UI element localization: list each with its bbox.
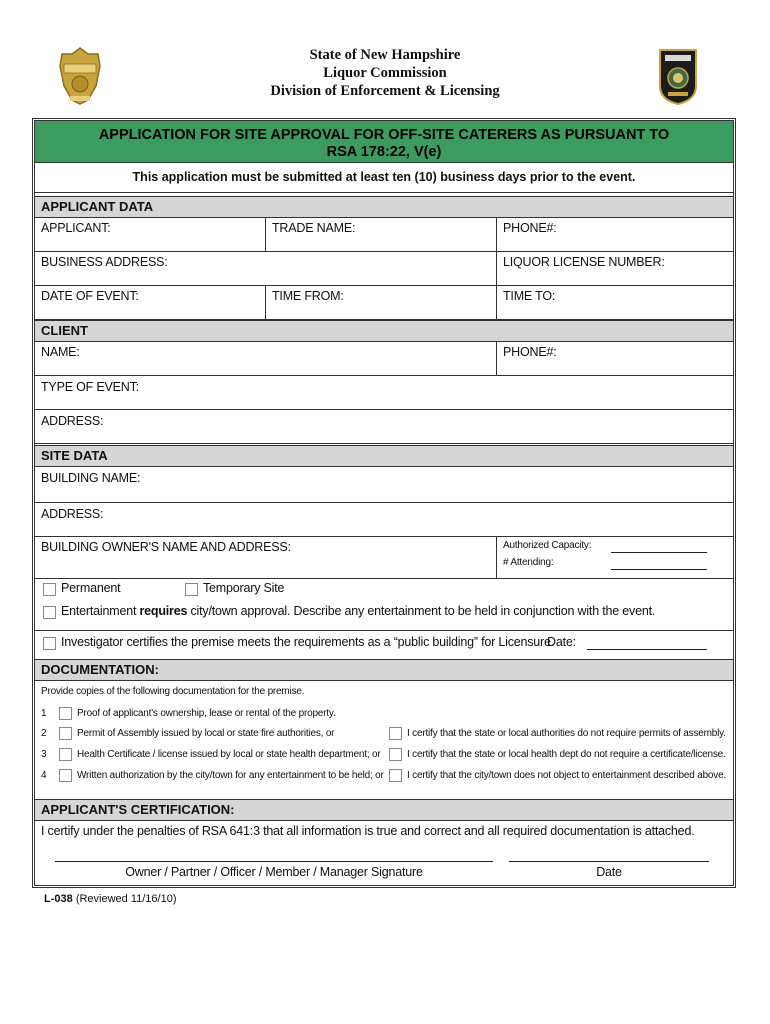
doc-left-text: Permit of Assembly issued by local or state fire authorities, or bbox=[77, 728, 335, 739]
section-applicant-data: APPLICANT DATA bbox=[35, 196, 733, 218]
applicant-phone-field[interactable]: PHONE#: bbox=[503, 221, 557, 235]
investigator-row bbox=[35, 631, 733, 659]
time-from-field[interactable]: TIME FROM: bbox=[272, 289, 344, 303]
doc-alt-checkbox[interactable] bbox=[389, 727, 402, 740]
client-row-1 bbox=[35, 342, 733, 376]
attending-label: # Attending: bbox=[503, 557, 554, 568]
doc-checkbox[interactable] bbox=[59, 769, 72, 782]
section-documentation: DOCUMENTATION: bbox=[35, 659, 733, 681]
trade-name-field[interactable]: TRADE NAME: bbox=[272, 221, 356, 235]
list-item bbox=[41, 747, 731, 767]
authorized-capacity-label: Authorized Capacity: bbox=[503, 540, 592, 551]
doc-alt-checkbox[interactable] bbox=[389, 748, 402, 761]
investigator-date-label: Date: bbox=[547, 635, 576, 649]
application-form bbox=[32, 118, 736, 888]
doc-alt-checkbox[interactable] bbox=[389, 769, 402, 782]
doc-left-text: Written authorization by the city/town for any entertainment to be held; or bbox=[77, 770, 384, 781]
doc-number: 2 bbox=[41, 728, 47, 739]
doc-right-text: I certify that the city/town does not object to entertainment described above. bbox=[407, 770, 727, 781]
building-name-field[interactable]: BUILDING NAME: bbox=[35, 467, 733, 503]
entertainment-row bbox=[35, 601, 733, 631]
applicant-row-2 bbox=[35, 252, 733, 286]
section-client: CLIENT bbox=[35, 320, 733, 342]
entertainment-label: Entertainment requires city/town approval. Describe any entertainment to be held in conjunction with the event. bbox=[61, 604, 656, 618]
header-division: Division of Enforcement & Licensing bbox=[270, 83, 500, 99]
client-name-field[interactable]: NAME: bbox=[41, 345, 80, 359]
site-owner-row bbox=[35, 537, 733, 579]
doc-number: 1 bbox=[41, 708, 47, 719]
documentation-list bbox=[41, 706, 731, 796]
list-item bbox=[41, 726, 731, 746]
agency-header bbox=[0, 46, 770, 100]
applicant-row-1 bbox=[35, 218, 733, 252]
doc-left-text: Health Certificate / license issued by local or state health department; or bbox=[77, 749, 381, 760]
doc-number: 4 bbox=[41, 770, 47, 781]
submission-notice: This application must be submitted at least ten (10) business days prior to the event. bbox=[35, 163, 733, 193]
applicant-field[interactable]: APPLICANT: bbox=[41, 221, 111, 235]
signature-label: Owner / Partner / Officer / Member / Manager Signature bbox=[125, 865, 423, 879]
site-address-field[interactable]: ADDRESS: bbox=[35, 503, 733, 537]
list-item bbox=[41, 706, 731, 726]
list-item bbox=[41, 768, 731, 788]
client-address-field[interactable]: ADDRESS: bbox=[35, 410, 733, 444]
site-type-row bbox=[35, 579, 733, 601]
form-reviewed: (Reviewed 11/16/10) bbox=[75, 893, 177, 905]
doc-right-text: I certify that the state or local health dept do not require a certificate/license. bbox=[407, 749, 726, 760]
signature-date-line[interactable] bbox=[509, 861, 709, 862]
temporary-checkbox[interactable] bbox=[185, 583, 198, 596]
signature-date-label: Date bbox=[596, 865, 622, 879]
type-of-event-field[interactable]: TYPE OF EVENT: bbox=[35, 376, 733, 410]
form-id: L-038 bbox=[44, 893, 73, 905]
investigator-date-line[interactable] bbox=[587, 649, 707, 650]
form-title-line2: RSA 178:22, V(e) bbox=[326, 144, 442, 160]
applicant-row-3 bbox=[35, 286, 733, 320]
form-footer bbox=[44, 893, 177, 905]
investigator-checkbox[interactable] bbox=[43, 637, 56, 650]
doc-number: 3 bbox=[41, 749, 47, 760]
header-state: State of New Hampshire bbox=[309, 47, 461, 63]
certification-text: I certify under the penalties of RSA 641:3 that all information is true and correct and all required documentation is attached. bbox=[41, 824, 695, 838]
doc-right-text: I certify that the state or local authorities do not require permits of assembly. bbox=[407, 728, 726, 739]
doc-checkbox[interactable] bbox=[59, 748, 72, 761]
building-owner-field[interactable]: BUILDING OWNER'S NAME AND ADDRESS: bbox=[41, 540, 291, 554]
form-title-line1: APPLICATION FOR SITE APPROVAL FOR OFF-SITE CATERERS AS PURSUANT TO bbox=[98, 127, 670, 143]
investigator-label: Investigator certifies the premise meets the requirements as a “public building” for Licensure. bbox=[61, 635, 555, 649]
business-address-field[interactable]: BUSINESS ADDRESS: bbox=[41, 255, 168, 269]
header-commission: Liquor Commission bbox=[323, 65, 447, 81]
permanent-checkbox[interactable] bbox=[43, 583, 56, 596]
liquor-license-field[interactable]: LIQUOR LICENSE NUMBER: bbox=[503, 255, 665, 269]
signature-line[interactable] bbox=[55, 861, 493, 862]
doc-left-text: Proof of applicant's ownership, lease or rental of the property. bbox=[77, 708, 336, 719]
section-applicant-certification: APPLICANT'S CERTIFICATION: bbox=[35, 799, 733, 821]
doc-checkbox[interactable] bbox=[59, 707, 72, 720]
date-of-event-field[interactable]: DATE OF EVENT: bbox=[41, 289, 139, 303]
authorized-capacity-line[interactable] bbox=[611, 552, 707, 553]
doc-checkbox[interactable] bbox=[59, 727, 72, 740]
temporary-label: Temporary Site bbox=[203, 581, 285, 595]
form-title bbox=[35, 121, 733, 163]
attending-line[interactable] bbox=[611, 569, 707, 570]
permanent-label: Permanent bbox=[61, 581, 121, 595]
client-phone-field[interactable]: PHONE#: bbox=[503, 345, 557, 359]
section-site-data: SITE DATA bbox=[35, 445, 733, 467]
documentation-intro: Provide copies of the following documentation for the premise. bbox=[41, 686, 305, 697]
time-to-field[interactable]: TIME TO: bbox=[503, 289, 556, 303]
entertainment-checkbox[interactable] bbox=[43, 606, 56, 619]
